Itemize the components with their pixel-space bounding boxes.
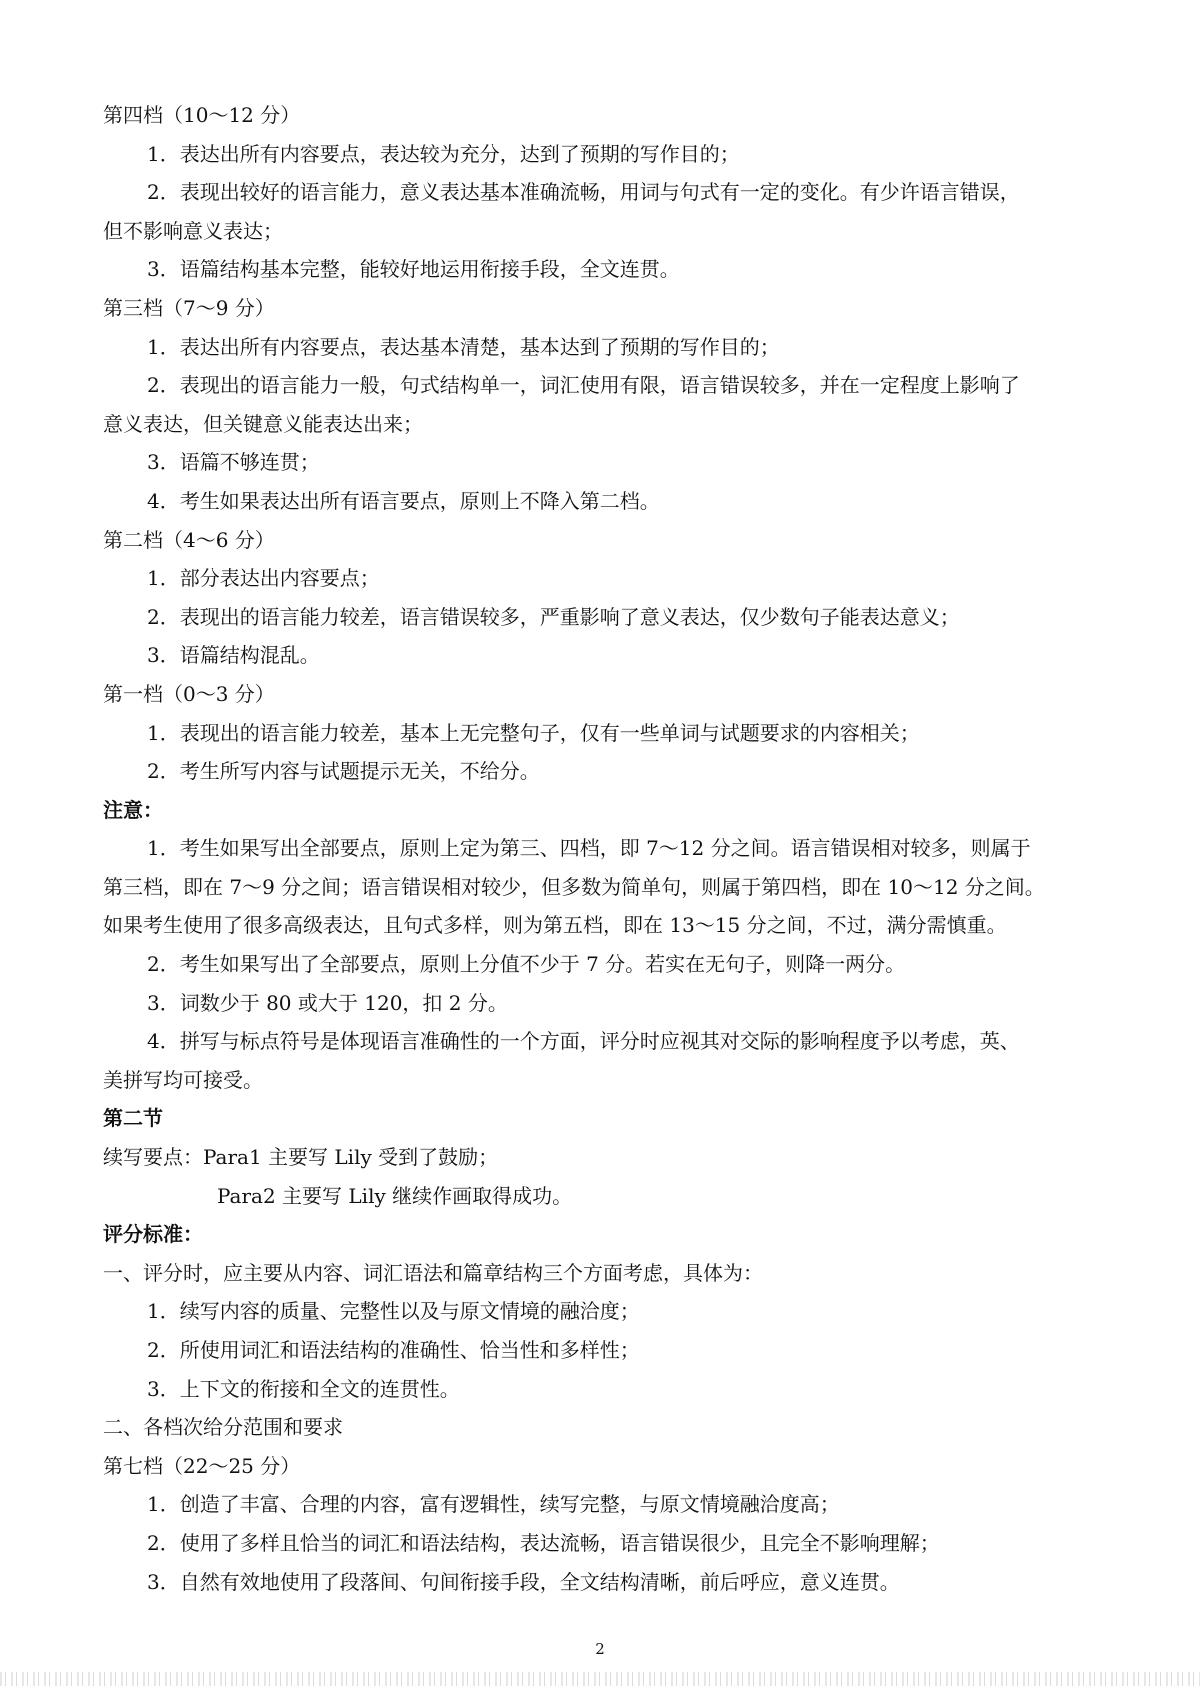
text-line: 2．表现出较好的语言能力，意义表达基本准确流畅，用词与句式有一定的变化。有少许语言错误， [147,180,1020,205]
text-line: 第三档（7～9 分） [103,295,275,320]
text-line: 2．表现出的语言能力一般，句式结构单一，词汇使用有限，语言错误较多，并在一定程度上影响了 [147,373,1020,398]
text-line: 续写要点：Para1 主要写 Lily 受到了鼓励； [103,1145,499,1170]
text-line: 1．部分表达出内容要点； [147,566,380,591]
text-line: 第三档，即在 7～9 分之间；语言错误相对较少，但多数为简单句，则属于第四档，即在 10～12 分之间。 [103,874,1045,899]
text-line: 1．表现出的语言能力较差，基本上无完整句子，仅有一些单词与试题要求的内容相关； [147,720,920,745]
text-line: 第一档（0～3 分） [103,681,275,706]
text-line: 1．表达出所有内容要点，表达较为充分，达到了预期的写作目的； [147,141,740,166]
text-line: 3．语篇结构混乱。 [147,643,320,668]
text-line: 4．拼写与标点符号是体现语言准确性的一个方面，评分时应视其对交际的影响程度予以考虑，英、 [147,1029,1020,1054]
text-line: 美拼写均可接受。 [103,1067,263,1092]
text-line: 一、评分时，应主要从内容、词汇语法和篇章结构三个方面考虑，具体为： [103,1260,763,1285]
text-line: 第七档（22～25 分） [103,1453,301,1478]
text-line: 2．考生所写内容与试题提示无关，不给分。 [147,759,540,784]
scan-noise-strip [0,1672,1200,1686]
page-body [103,96,1103,1601]
text-line: 但不影响意义表达； [103,218,283,243]
text-line: 3．词数少于 80 或大于 120，扣 2 分。 [147,990,508,1015]
text-line: 1．续写内容的质量、完整性以及与原文情境的融洽度； [147,1299,640,1324]
text-line: 意义表达，但关键意义能表达出来； [103,411,423,436]
page-number: 2 [595,1640,605,1658]
text-line: 4．考生如果表达出所有语言要点，原则上不降入第二档。 [147,488,660,513]
text-line: 2．考生如果写出了全部要点，原则上分值不少于 7 分。若实在无句子，则降一两分。 [147,952,906,977]
text-line: 第二档（4～6 分） [103,527,275,552]
text-line: 1．表达出所有内容要点，表达基本清楚，基本达到了预期的写作目的； [147,334,780,359]
text-line: 3．语篇不够连贯； [147,450,320,475]
text-line: 2．所使用词汇和语法结构的准确性、恰当性和多样性； [147,1338,640,1362]
text-line: 第四档（10～12 分） [103,103,301,127]
text-line: 2．表现出的语言能力较差，语言错误较多，严重影响了意义表达，仅少数句子能表达意义； [147,604,960,629]
text-line: 3．自然有效地使用了段落间、句间衔接手段，全文结构清晰，前后呼应，意义连贯。 [147,1569,900,1594]
text-line: 3．语篇结构基本完整，能较好地运用衔接手段，全文连贯。 [147,257,680,282]
text-line: 1．创造了丰富、合理的内容，富有逻辑性，续写完整，与原文情境融洽度高； [147,1492,840,1517]
text-line: 评分标准： [103,1222,203,1247]
text-line: 二、各档次给分范围和要求 [103,1415,343,1440]
text-line: 2．使用了多样且恰当的词汇和语法结构，表达流畅，语言错误很少，且完全不影响理解； [147,1530,940,1555]
text-line: 如果考生使用了很多高级表达，且句式多样，则为第五档，即在 13～15 分之间，不过，满分需慎重。 [103,913,1007,938]
text-line: 第二节 [103,1106,163,1131]
text-line: 1．考生如果写出全部要点，原则上定为第三、四档，即 7～12 分之间。语言错误相对较多，则属于 [147,836,1031,861]
text-line: 3．上下文的衔接和全文的连贯性。 [147,1376,460,1401]
text-line: Para2 主要写 Lily 继续作画取得成功。 [217,1183,573,1208]
text-line: 注意： [103,797,163,822]
